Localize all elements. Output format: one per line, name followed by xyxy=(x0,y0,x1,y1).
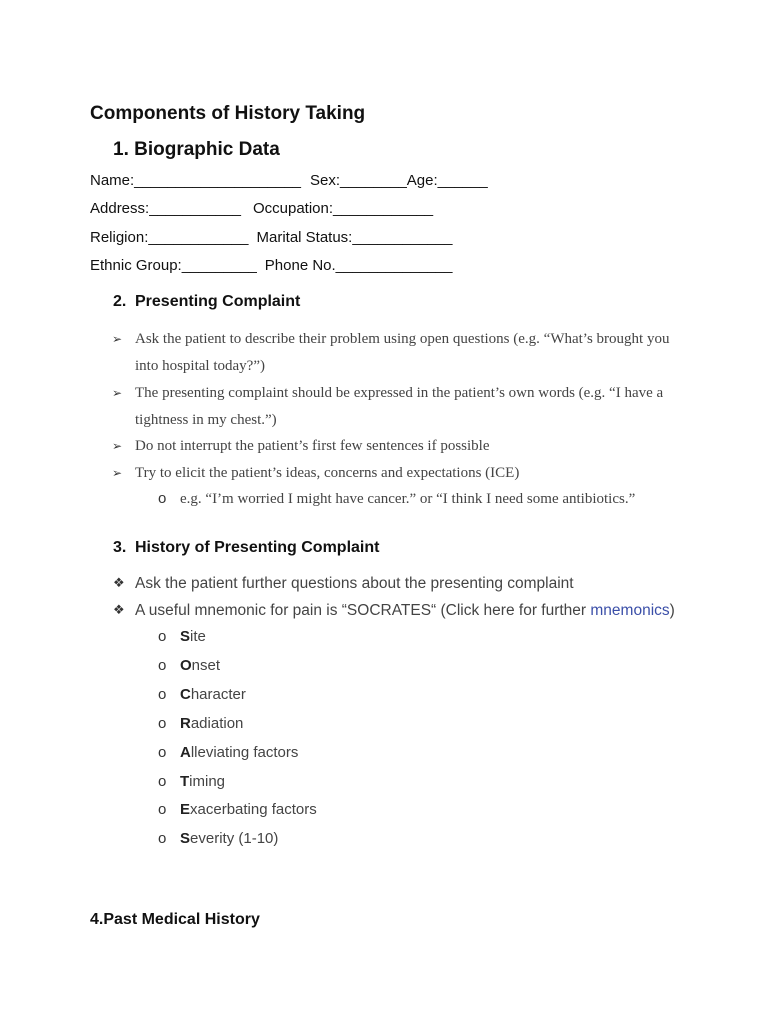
circle-bullet-icon: o xyxy=(158,628,167,645)
diamond-bullet-icon: ❖ xyxy=(113,576,125,591)
section-past-medical-history-heading: 4.Past Medical History xyxy=(90,911,260,928)
list-item: Try to elicit the patient’s ideas, concerns and expectations (ICE) xyxy=(135,465,520,481)
mnemonic-letter: R xyxy=(180,715,191,732)
arrow-bullet-icon: ➢ xyxy=(112,466,123,480)
mnemonic-letter: E xyxy=(180,801,191,818)
mnemonic-item-radiation xyxy=(180,715,243,732)
mnemonics-link[interactable]: mnemonics xyxy=(590,602,670,619)
sub-list-item: e.g. “I’m worried I might have cancer.” or “I think I need some antibiotics.” xyxy=(180,491,636,507)
circle-bullet-icon: o xyxy=(158,657,167,674)
section-number: 2. xyxy=(113,293,127,310)
mnemonic-item-character xyxy=(180,686,246,703)
marital-status-field: Marital Status:____________ xyxy=(256,229,453,246)
mnemonic-rest: everity (1-10) xyxy=(190,830,279,847)
section-history-presenting-complaint-heading xyxy=(113,539,379,557)
arrow-bullet-icon: ➢ xyxy=(112,386,123,400)
mnemonic-rest: adiation xyxy=(190,715,244,732)
circle-bullet-icon: o xyxy=(158,773,167,790)
mnemonic-rest: iming xyxy=(189,773,226,790)
field-row-name-sex-age xyxy=(90,172,488,189)
mnemonic-rest: nset xyxy=(191,657,221,674)
circle-bullet-icon: o xyxy=(158,744,167,761)
circle-bullet-icon: o xyxy=(158,686,167,703)
closing-paren: ) xyxy=(669,602,675,619)
occupation-field: Occupation:____________ xyxy=(252,200,434,217)
religion-field: Religion:____________ xyxy=(90,229,249,246)
mnemonic-item-site xyxy=(180,628,206,645)
name-field: Name:____________________ xyxy=(90,172,302,189)
list-item: The presenting complaint should be expressed in the patient’s own words (e.g. “I have a tightness in my chest.”) xyxy=(135,385,664,428)
mnemonic-letter: S xyxy=(180,830,191,847)
mnemonic-rest: lleviating factors xyxy=(190,744,299,761)
section-title: Presenting Complaint xyxy=(135,293,301,310)
circle-bullet-icon: o xyxy=(158,830,167,847)
mnemonic-letter: C xyxy=(180,686,191,703)
mnemonic-rest: haracter xyxy=(190,686,246,703)
mnemonic-intro-text: A useful mnemonic for pain is “SOCRATES“ (Click here for further xyxy=(135,602,591,619)
circle-bullet-icon: o xyxy=(158,801,167,818)
mnemonic-letter: T xyxy=(180,773,190,790)
section-number: 3. xyxy=(113,539,127,556)
list-item: Do not interrupt the patient’s first few sentences if possible xyxy=(135,438,490,454)
section-biographic-data-heading: 1. Biographic Data xyxy=(113,139,280,160)
document-title: Components of History Taking xyxy=(90,103,366,124)
sex-age-field: Sex:________Age:______ xyxy=(310,172,488,189)
field-row-religion-marital xyxy=(90,229,452,246)
address-field: Address:___________ xyxy=(90,200,241,217)
arrow-bullet-icon: ➢ xyxy=(112,332,123,346)
mnemonic-item-exacerbating xyxy=(180,801,317,818)
diamond-bullet-icon: ❖ xyxy=(113,603,125,618)
mnemonic-letter: S xyxy=(180,628,191,645)
mnemonic-letter: A xyxy=(180,744,191,761)
list-item: Ask the patient to describe their problem using open questions (e.g. “What’s brought you into hospital today?”) xyxy=(135,331,670,374)
mnemonic-rest: xacerbating factors xyxy=(190,801,317,818)
mnemonic-letter: O xyxy=(180,657,192,674)
field-row-ethnic-phone xyxy=(90,257,452,274)
field-row-address-occupation xyxy=(90,200,433,217)
mnemonic-item-alleviating xyxy=(180,744,298,761)
ethnic-group-field: Ethnic Group:_________ xyxy=(90,257,257,274)
circle-bullet-icon: o xyxy=(158,715,167,732)
mnemonic-rest: ite xyxy=(190,628,206,645)
list-item xyxy=(135,602,675,620)
mnemonic-item-timing xyxy=(180,773,225,790)
section-title: History of Presenting Complaint xyxy=(135,539,380,556)
arrow-bullet-icon: ➢ xyxy=(112,439,123,453)
phone-field: Phone No.______________ xyxy=(264,257,453,274)
mnemonic-item-onset xyxy=(180,657,220,674)
mnemonic-item-severity xyxy=(180,830,278,847)
circle-bullet-icon: o xyxy=(158,490,167,507)
list-item: Ask the patient further questions about the presenting complaint xyxy=(135,575,574,592)
section-presenting-complaint-heading xyxy=(113,293,300,311)
